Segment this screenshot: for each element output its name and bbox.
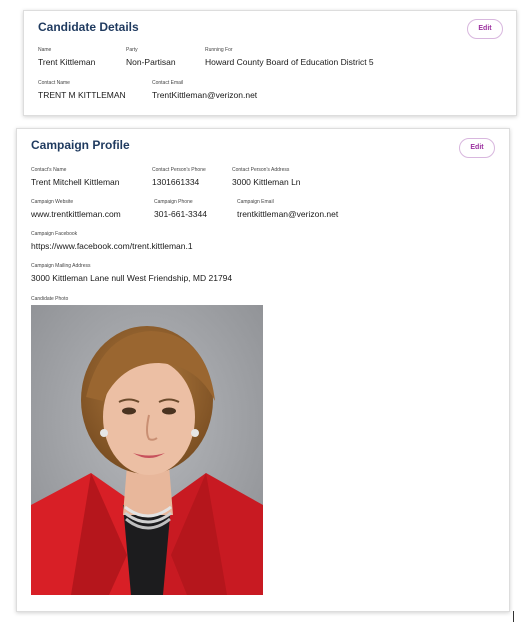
contact-person-phone-value: 1301661334 <box>152 177 200 187</box>
contact-person-address-field <box>232 167 301 188</box>
campaign-profile-title: Campaign Profile <box>31 138 130 152</box>
contact-person-phone-field <box>152 167 206 188</box>
party-field <box>126 47 176 68</box>
candidate-portrait-illustration <box>31 305 263 595</box>
party-value: Non-Partisan <box>126 57 176 67</box>
name-label: Name <box>38 47 52 53</box>
candidate-details-edit-button[interactable]: Edit <box>467 19 503 39</box>
name-value: Trent Kittleman <box>38 57 96 67</box>
candidate-details-card <box>23 10 517 116</box>
contact-person-name-field <box>31 167 120 188</box>
name-field <box>38 47 95 68</box>
party-label: Party <box>126 47 138 53</box>
candidate-photo <box>31 305 263 595</box>
contact-person-name-value: Trent Mitchell Kittleman <box>31 177 120 187</box>
contact-email-value: TrentKittleman@verizon.net <box>152 90 258 100</box>
contact-email-field <box>152 80 257 101</box>
campaign-phone-field <box>154 199 207 220</box>
campaign-mailing-address-value: 3000 Kittleman Lane null West Friendship, MD 21794 <box>31 273 233 283</box>
campaign-mailing-address-field <box>31 263 232 284</box>
campaign-email-field <box>237 199 338 220</box>
candidate-photo-label: Candidate Photo <box>31 296 69 302</box>
campaign-facebook-field <box>31 231 193 252</box>
text-cursor <box>513 611 514 622</box>
campaign-website-value[interactable]: www.trentkittleman.com <box>31 209 121 219</box>
campaign-phone-label: Campaign Phone <box>154 199 193 205</box>
campaign-mailing-address-label: Campaign Mailing Address <box>31 263 91 269</box>
campaign-website-field <box>31 199 121 220</box>
campaign-website-label: Campaign Website <box>31 199 74 205</box>
contact-name-value: TRENT M KITTLEMAN <box>38 90 126 100</box>
contact-email-label: Contact Email <box>152 80 184 86</box>
contact-name-field <box>38 80 126 101</box>
campaign-facebook-value[interactable]: https://www.facebook.com/trent.kittleman.1 <box>31 241 193 251</box>
running-for-field <box>205 47 374 68</box>
contact-person-address-value: 3000 Kittleman Ln <box>232 177 301 187</box>
running-for-value: Howard County Board of Education District 5 <box>205 57 374 67</box>
contact-person-name-label: Contact's Name <box>31 167 67 173</box>
candidate-details-title: Candidate Details <box>38 20 139 34</box>
contact-person-phone-label: Contact Person's Phone <box>152 167 206 173</box>
campaign-phone-value: 301-661-3344 <box>154 209 207 219</box>
campaign-facebook-label: Campaign Facebook <box>31 231 78 237</box>
running-for-label: Running For <box>205 47 233 53</box>
campaign-profile-edit-button[interactable]: Edit <box>459 138 495 158</box>
campaign-email-value: trentkittleman@verizon.net <box>237 209 339 219</box>
contact-person-address-label: Contact Person's Address <box>232 167 290 173</box>
campaign-profile-card <box>16 128 510 612</box>
contact-name-label: Contact Name <box>38 80 70 86</box>
campaign-email-label: Campaign Email <box>237 199 274 205</box>
